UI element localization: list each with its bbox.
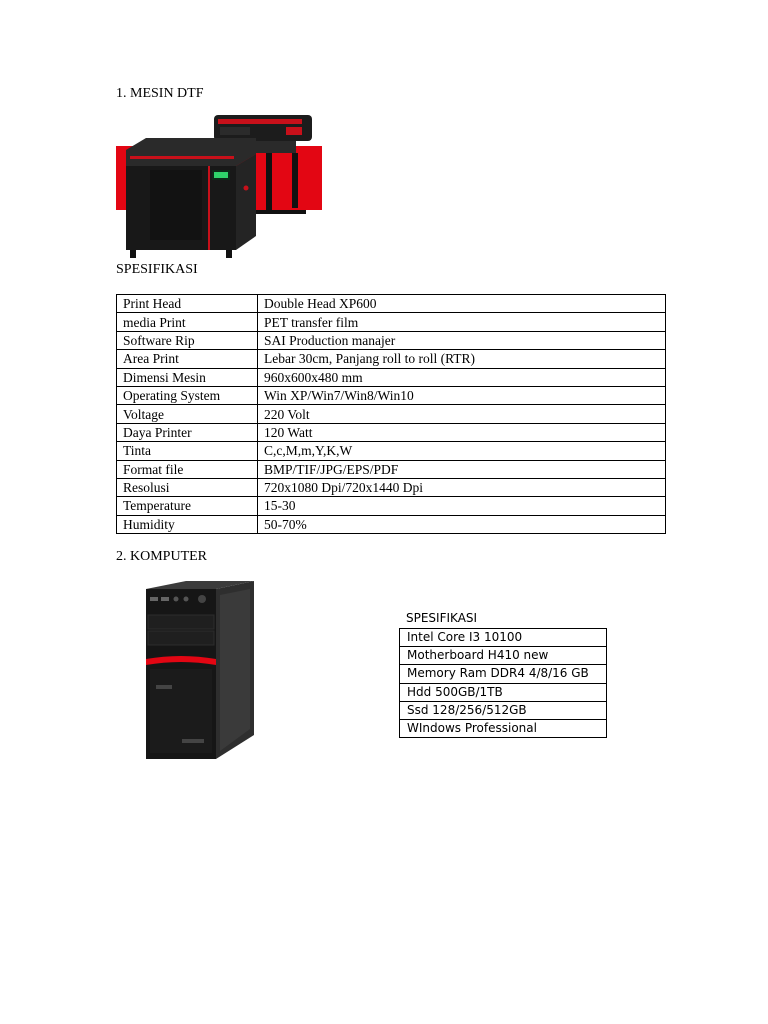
spec-key: Daya Printer	[117, 423, 258, 441]
table-row	[117, 386, 666, 404]
spec-value: Hdd 500GB/1TB	[400, 683, 607, 701]
section1-heading: 1. MESIN DTF	[116, 86, 204, 101]
section2-heading: 2. KOMPUTER	[116, 549, 208, 564]
spec-value: Intel Core I3 10100	[400, 629, 607, 647]
table-row	[117, 497, 666, 515]
table-row	[117, 350, 666, 368]
spec-key: Voltage	[117, 405, 258, 423]
table-row	[117, 423, 666, 441]
spec-value: Motherboard H410 new	[400, 647, 607, 665]
spec-value: 960x600x480 mm	[258, 368, 666, 386]
spec-key: Dimensi Mesin	[117, 368, 258, 386]
spec-value: Double Head XP600	[258, 295, 666, 313]
spec-key: Print Head	[117, 295, 258, 313]
spec-value: WIndows Professional	[400, 719, 607, 737]
spec-value: Ssd 128/256/512GB	[400, 701, 607, 719]
spec-value: PET transfer film	[258, 313, 666, 331]
table-row	[117, 515, 666, 533]
table-row	[117, 442, 666, 460]
table-row	[117, 331, 666, 349]
spec-key: Tinta	[117, 442, 258, 460]
spec-value: 220 Volt	[258, 405, 666, 423]
spec-key: Area Print	[117, 350, 258, 368]
spec-value: BMP/TIF/JPG/EPS/PDF	[258, 460, 666, 478]
table-row	[117, 295, 666, 313]
spec-key: Operating System	[117, 386, 258, 404]
spec-value: 50-70%	[258, 515, 666, 533]
section1-spec-label: SPESIFIKASI	[116, 262, 198, 277]
spec-value: Lebar 30cm, Panjang roll to roll (RTR)	[258, 350, 666, 368]
spec-key: Humidity	[117, 515, 258, 533]
spec-value: Memory Ram DDR4 4/8/16 GB	[400, 665, 607, 683]
table-row	[400, 719, 607, 737]
spec-value: SAI Production manajer	[258, 331, 666, 349]
table-row	[400, 701, 607, 719]
pc-tower-image	[116, 575, 264, 770]
dtf-machine-image	[116, 110, 322, 262]
spec-key: Format file	[117, 460, 258, 478]
table-row	[117, 368, 666, 386]
spec-key: Software Rip	[117, 331, 258, 349]
spec-key: media Print	[117, 313, 258, 331]
table-row	[400, 647, 607, 665]
table-row	[400, 665, 607, 683]
table-row	[117, 313, 666, 331]
table-row	[117, 405, 666, 423]
spec-value: C,c,M,m,Y,K,W	[258, 442, 666, 460]
spec-value: Win XP/Win7/Win8/Win10	[258, 386, 666, 404]
dtf-spec-table	[116, 294, 666, 534]
computer-spec-table	[399, 628, 607, 738]
table-row	[400, 683, 607, 701]
table-row	[117, 478, 666, 496]
table-row	[400, 629, 607, 647]
spec-key: Temperature	[117, 497, 258, 515]
spec-key: Resolusi	[117, 478, 258, 496]
spec-value: 120 Watt	[258, 423, 666, 441]
spec-value: 720x1080 Dpi/720x1440 Dpi	[258, 478, 666, 496]
spec-value: 15-30	[258, 497, 666, 515]
table-row	[117, 460, 666, 478]
section2-spec-label: SPESIFIKASI	[406, 611, 478, 625]
